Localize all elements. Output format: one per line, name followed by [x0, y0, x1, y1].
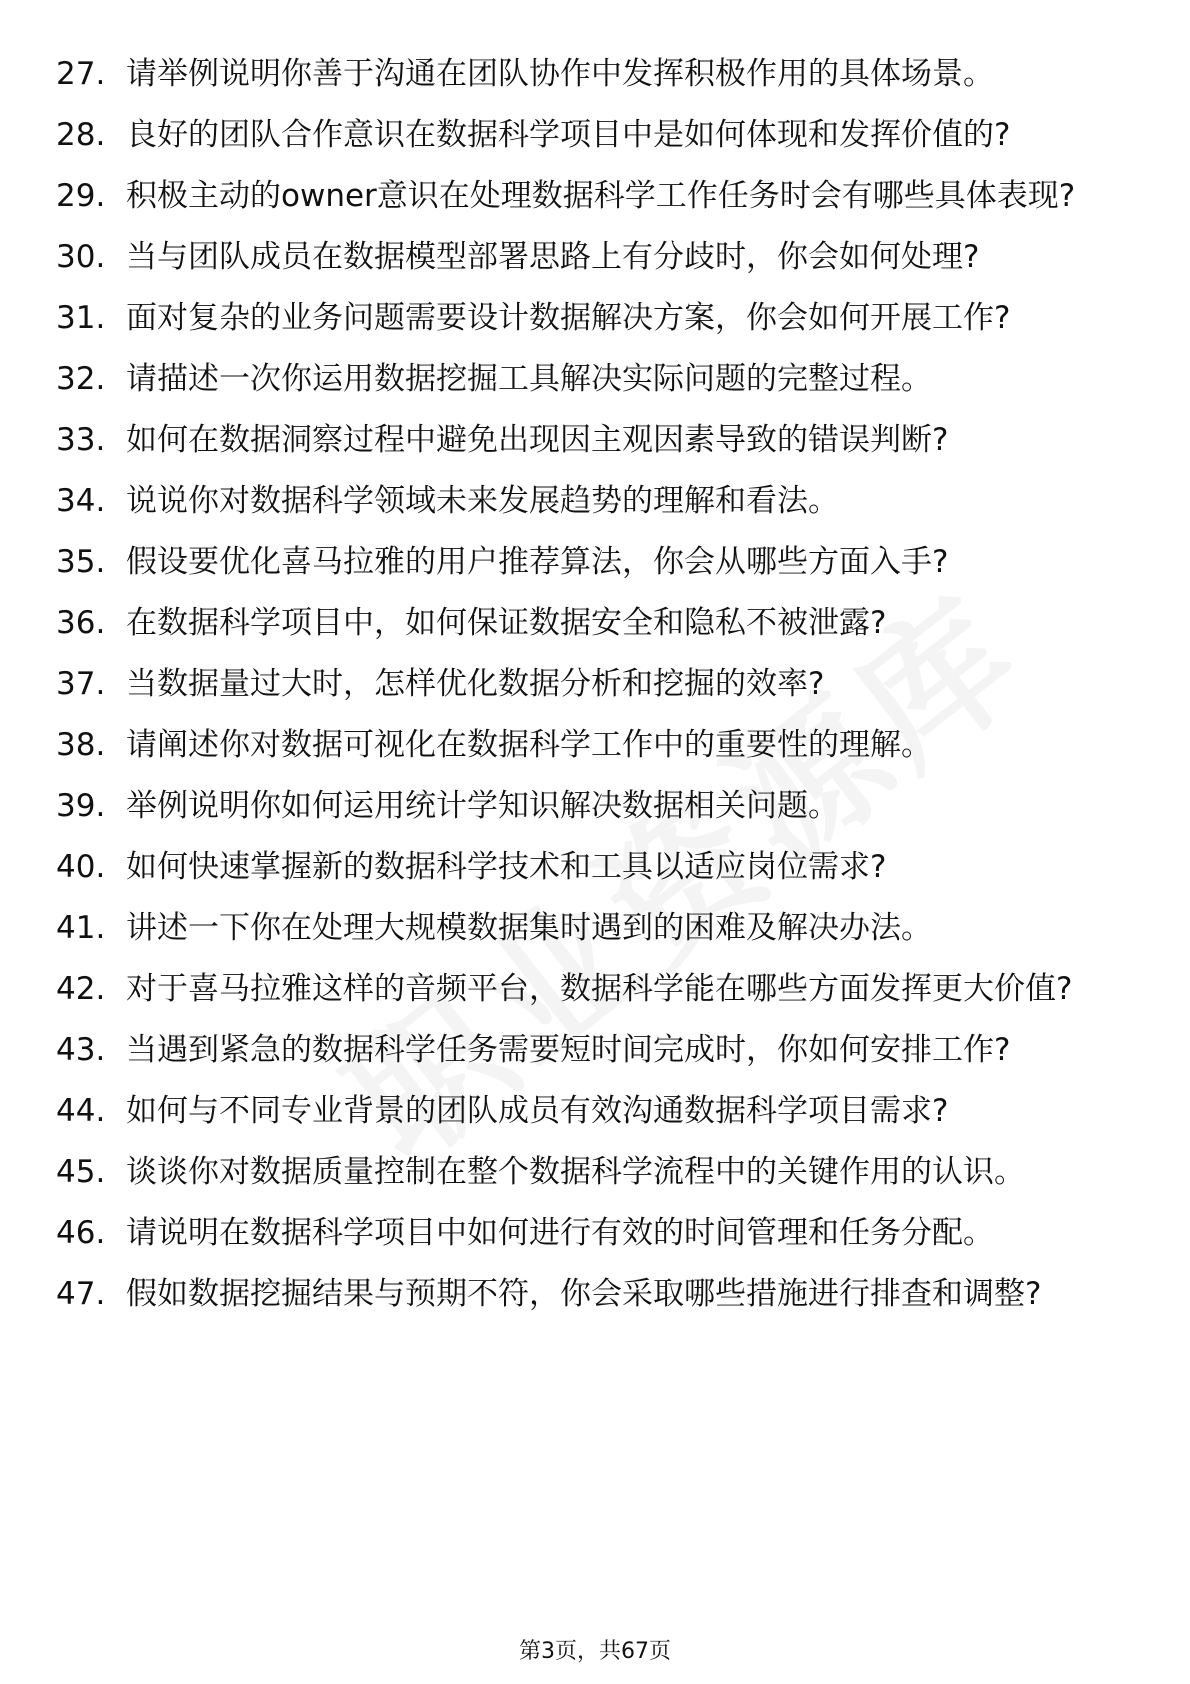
question-item — [0, 298, 1190, 338]
question-number: 31. — [56, 300, 106, 336]
question-number: 43. — [56, 1032, 106, 1068]
question-text: 如何快速掌握新的数据科学技术和工具以适应岗位需求? — [126, 849, 887, 885]
question-item — [0, 664, 1190, 704]
question-text: 当遇到紧急的数据科学任务需要短时间完成时，你如何安排工作? — [126, 1032, 1011, 1068]
question-text: 请描述一次你运用数据挖掘工具解决实际问题的完整过程。 — [126, 361, 932, 397]
question-item — [0, 847, 1190, 887]
question-text: 在数据科学项目中，如何保证数据安全和隐私不被泄露? — [126, 605, 887, 641]
question-item — [0, 725, 1190, 765]
question-text: 对于喜马拉雅这样的音频平台，数据科学能在哪些方面发挥更大价值? — [126, 971, 1073, 1007]
question-item — [0, 420, 1190, 460]
question-list — [0, 54, 1190, 1335]
question-number: 32. — [56, 361, 106, 397]
question-number: 41. — [56, 910, 106, 946]
question-item — [0, 603, 1190, 643]
question-number: 37. — [56, 666, 106, 702]
question-number: 30. — [56, 239, 106, 275]
question-item — [0, 1091, 1190, 1131]
question-text: 说说你对数据科学领域未来发展趋势的理解和看法。 — [126, 483, 839, 519]
question-item — [0, 54, 1190, 94]
page-number: 第3页，共67页 — [519, 1639, 671, 1664]
question-text: 假如数据挖掘结果与预期不符，你会采取哪些措施进行排查和调整? — [126, 1276, 1042, 1312]
question-item — [0, 481, 1190, 521]
question-number: 27. — [56, 56, 106, 92]
question-text: 讲述一下你在处理大规模数据集时遇到的困难及解决办法。 — [126, 910, 932, 946]
question-number: 36. — [56, 605, 106, 641]
question-text: 请阐述你对数据可视化在数据科学工作中的重要性的理解。 — [126, 727, 932, 763]
question-text: 积极主动的owner意识在处理数据科学工作任务时会有哪些具体表现? — [126, 178, 1076, 214]
question-item — [0, 359, 1190, 399]
question-text: 请举例说明你善于沟通在团队协作中发挥积极作用的具体场景。 — [126, 56, 994, 92]
question-text: 如何与不同专业背景的团队成员有效沟通数据科学项目需求? — [126, 1093, 949, 1129]
question-number: 45. — [56, 1154, 106, 1190]
question-text: 如何在数据洞察过程中避免出现因主观因素导致的错误判断? — [126, 422, 949, 458]
question-text: 请说明在数据科学项目中如何进行有效的时间管理和任务分配。 — [126, 1215, 994, 1251]
question-number: 35. — [56, 544, 106, 580]
question-number: 39. — [56, 788, 106, 824]
question-number: 40. — [56, 849, 106, 885]
question-item — [0, 969, 1190, 1009]
question-item — [0, 1030, 1190, 1070]
question-number: 33. — [56, 422, 106, 458]
question-text: 假设要优化喜马拉雅的用户推荐算法，你会从哪些方面入手? — [126, 544, 949, 580]
question-text: 良好的团队合作意识在数据科学项目中是如何体现和发挥价值的? — [126, 117, 1011, 153]
question-number: 29. — [56, 178, 106, 214]
question-item — [0, 542, 1190, 582]
question-text: 面对复杂的业务问题需要设计数据解决方案，你会如何开展工作? — [126, 300, 1011, 336]
question-item — [0, 237, 1190, 277]
question-item — [0, 1152, 1190, 1192]
question-text: 谈谈你对数据质量控制在整个数据科学流程中的关键作用的认识。 — [126, 1154, 1025, 1190]
question-text: 当与团队成员在数据模型部署思路上有分歧时，你会如何处理? — [126, 239, 980, 275]
question-number: 46. — [56, 1215, 106, 1251]
question-item — [0, 115, 1190, 155]
question-item — [0, 1274, 1190, 1314]
question-number: 38. — [56, 727, 106, 763]
question-number: 42. — [56, 971, 106, 1007]
question-number: 44. — [56, 1093, 106, 1129]
question-text: 举例说明你如何运用统计学知识解决数据相关问题。 — [126, 788, 839, 824]
question-item — [0, 908, 1190, 948]
question-item — [0, 1213, 1190, 1253]
question-item — [0, 176, 1190, 216]
question-item — [0, 786, 1190, 826]
question-text: 当数据量过大时，怎样优化数据分析和挖掘的效率? — [126, 666, 825, 702]
question-number: 28. — [56, 117, 106, 153]
question-number: 47. — [56, 1276, 106, 1312]
question-number: 34. — [56, 483, 106, 519]
